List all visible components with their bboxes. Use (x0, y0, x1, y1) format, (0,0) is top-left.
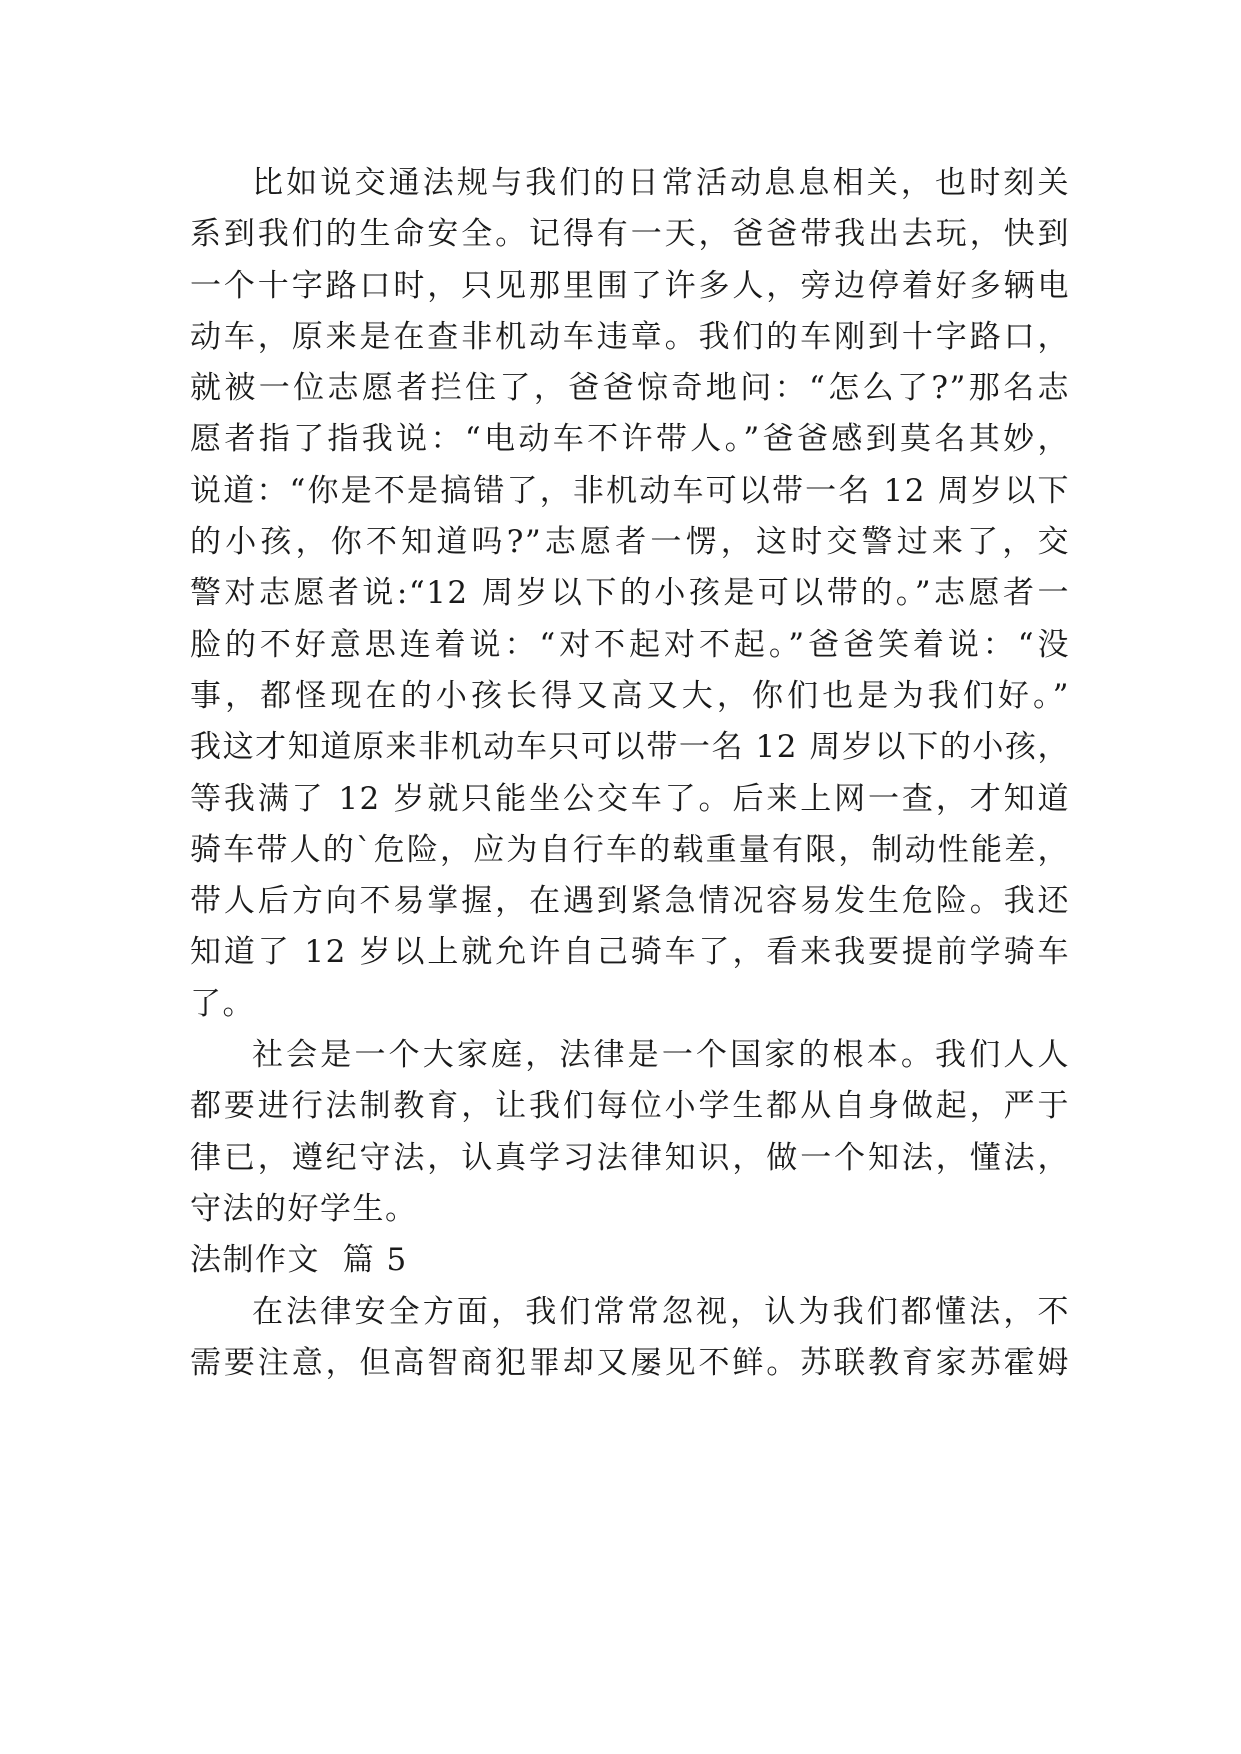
paragraph-line: 一个十字路口时，只见那里围了许多人，旁边停着好多辆电 (190, 267, 1070, 304)
paragraph-line: 警对志愿者说:“12 周岁以下的小孩是可以带的。”志愿者一 (190, 575, 1070, 612)
paragraph-line: 骑车带人的`危险，应为自行车的载重量有限，制动性能差， (190, 831, 1070, 868)
paragraph-line: 守法的好学生。 (190, 1190, 418, 1227)
paragraph-line: 在法律安全方面，我们常常忽视，认为我们都懂法，不 (252, 1293, 1070, 1330)
paragraph-line: 系到我们的生命安全。记得有一天，爸爸带我出去玩，快到 (190, 216, 1070, 253)
paragraph-line: 比如说交通法规与我们的日常活动息息相关，也时刻关 (252, 165, 1070, 201)
paragraph-line: 等我满了 12 岁就只能坐公交车了。后来上网一查，才知道 (190, 780, 1070, 817)
paragraph-society (190, 1030, 1070, 1235)
section-heading-text: 法制作文 篇 5 (190, 1242, 408, 1279)
paragraph-traffic-story (190, 158, 1070, 1030)
paragraph-line: 我这才知道原来非机动车只可以带一名 12 周岁以下的小孩， (190, 729, 1070, 766)
paragraph-line: 律已，遵纪守法，认真学习法律知识，做一个知法，懂法， (190, 1139, 1070, 1176)
section-heading (190, 1235, 1070, 1286)
paragraph-line: 动车，原来是在查非机动车违章。我们的车刚到十字路口， (190, 318, 1070, 355)
paragraph-line: 的小孩，你不知道吗?”志愿者一愣，这时交警过来了，交 (190, 524, 1070, 561)
paragraph-line: 事，都怪现在的小孩长得又高又大，你们也是为我们好。” (190, 677, 1070, 714)
paragraph-line: 就被一位志愿者拦住了，爸爸惊奇地问：“怎么了?”那名志 (190, 370, 1070, 407)
paragraph-line: 需要注意，但高智商犯罪却又屡见不鲜。苏联教育家苏霍姆 (190, 1344, 1070, 1381)
paragraph-line: 愿者指了指我说：“电动车不许带人。”爸爸感到莫名其妙， (190, 421, 1070, 458)
paragraph-line: 脸的不好意思连着说：“对不起对不起。”爸爸笑着说：“没 (190, 626, 1070, 663)
paragraph-law-safety (190, 1287, 1070, 1390)
paragraph-line: 都要进行法制教育，让我们每位小学生都从自身做起，严于 (190, 1088, 1070, 1125)
paragraph-line: 说道：“你是不是搞错了，非机动车可以带一名 12 周岁以下 (190, 472, 1070, 509)
document-body (190, 158, 1070, 1389)
paragraph-line: 了。 (190, 985, 255, 1022)
paragraph-line: 带人后方向不易掌握，在遇到紧急情况容易发生危险。我还 (190, 883, 1070, 920)
paragraph-line: 知道了 12 岁以上就允许自己骑车了，看来我要提前学骑车 (190, 934, 1070, 971)
paragraph-line: 社会是一个大家庭，法律是一个国家的根本。我们人人 (252, 1037, 1070, 1074)
